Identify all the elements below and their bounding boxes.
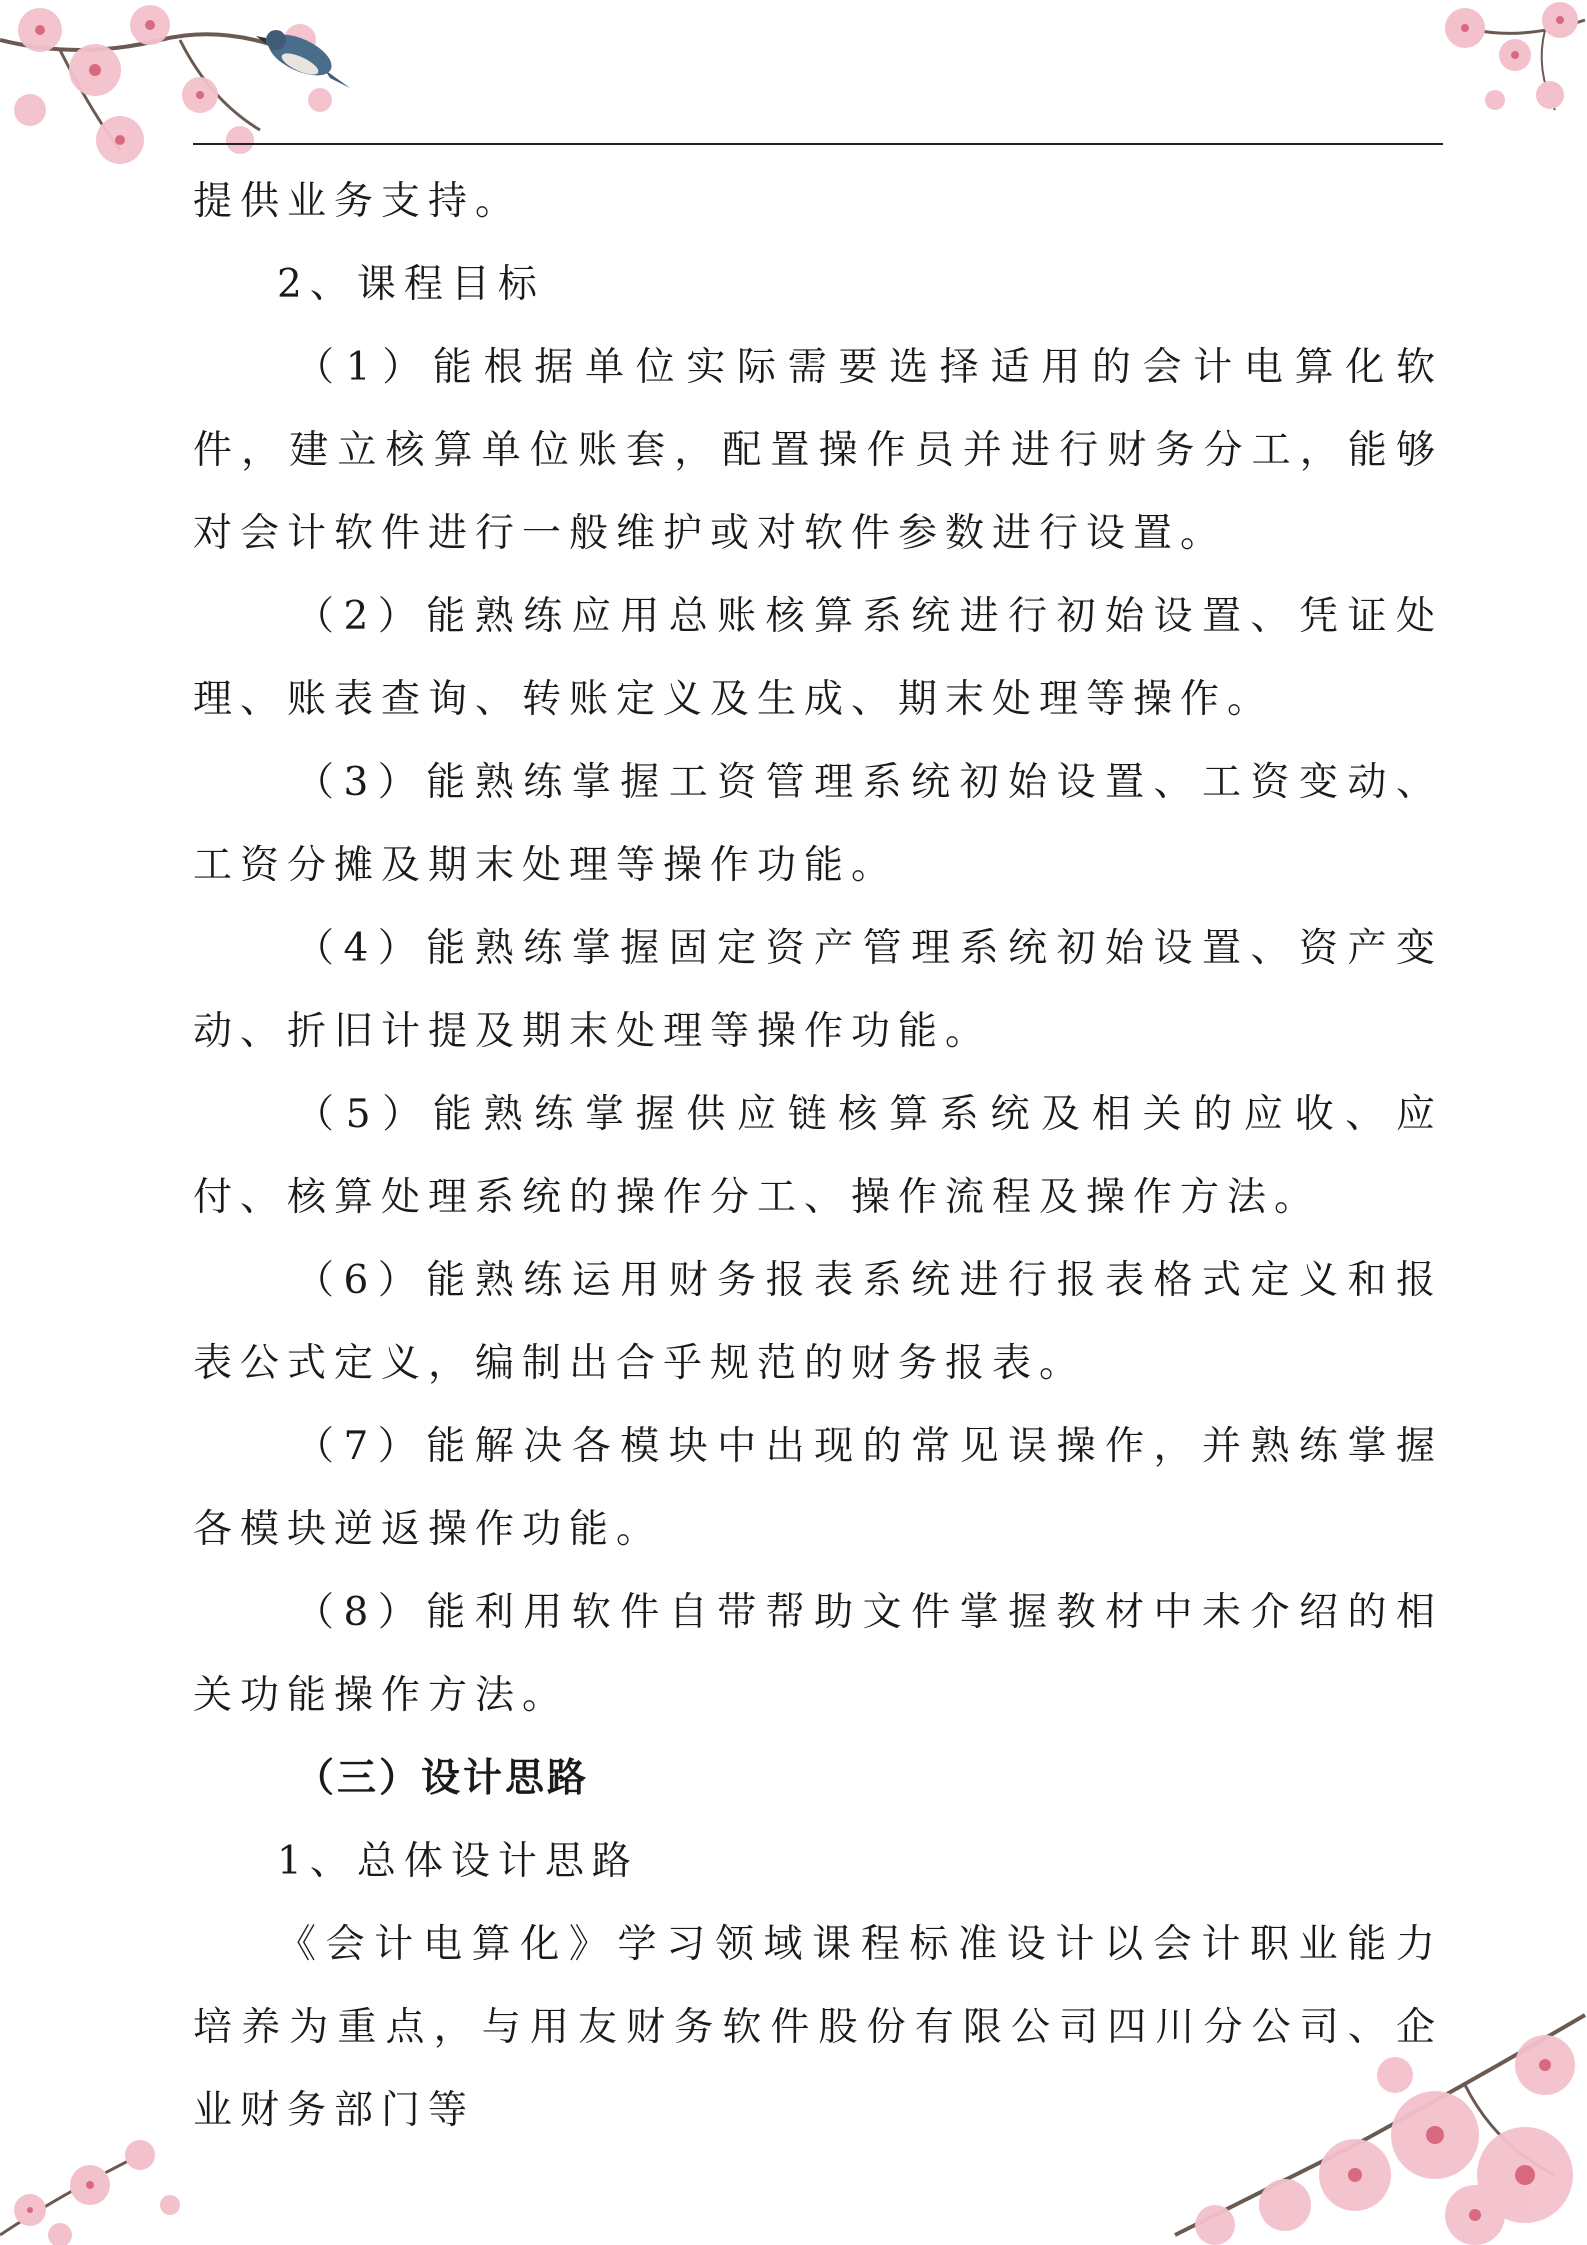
goal-item-3: （3）能熟练掌握工资管理系统初始设置、工资变动、工资分摊及期末处理等操作功能。 xyxy=(193,760,1443,888)
goal-item-6: （6）能熟练运用财务报表系统进行报表格式定义和报表公式定义，编制出合乎规范的财务报表。 xyxy=(193,1258,1443,1386)
goal-item-5: （5）能熟练掌握供应链核算系统及相关的应收、应付、核算处理系统的操作分工、操作流程及操作方法。 xyxy=(193,1092,1443,1220)
header-rule xyxy=(193,143,1443,145)
document-body xyxy=(193,160,1443,2152)
floral-corner-top-right xyxy=(1405,0,1587,140)
goal-item-2: （2）能熟练应用总账核算系统进行初始设置、凭证处理、账表查询、转账定义及生成、期末处理等操作。 xyxy=(193,594,1443,722)
section-heading-design-ideas: （三）设计思路 xyxy=(295,1756,590,1801)
floral-corner-bottom-left xyxy=(0,2115,210,2245)
subsection-heading-overall-design: 1、总体设计思路 xyxy=(277,1839,639,1884)
section-heading-course-goals: 2、课程目标 xyxy=(277,262,545,307)
goal-item-7: （7）能解决各模块中出现的常见误操作，并熟练掌握各模块逆返操作功能。 xyxy=(193,1424,1443,1552)
paragraph-continuation: 提供业务支持。 xyxy=(193,179,523,224)
paragraph-overall-design: 《会计电算化》学习领域课程标准设计以会计职业能力培养为重点，与用友财务软件股份有限公司四川分公司、企业财务部门等 xyxy=(193,1922,1443,2133)
goal-item-1: （1）能根据单位实际需要选择适用的会计电算化软件，建立核算单位账套，配置操作员并进行财务分工，能够对会计软件进行一般维护或对软件参数进行设置。 xyxy=(193,345,1443,556)
goal-item-8: （8）能利用软件自带帮助文件掌握教材中未介绍的相关功能操作方法。 xyxy=(193,1590,1443,1718)
goal-item-4: （4）能熟练掌握固定资产管理系统初始设置、资产变动、折旧计提及期末处理等操作功能。 xyxy=(193,926,1443,1054)
